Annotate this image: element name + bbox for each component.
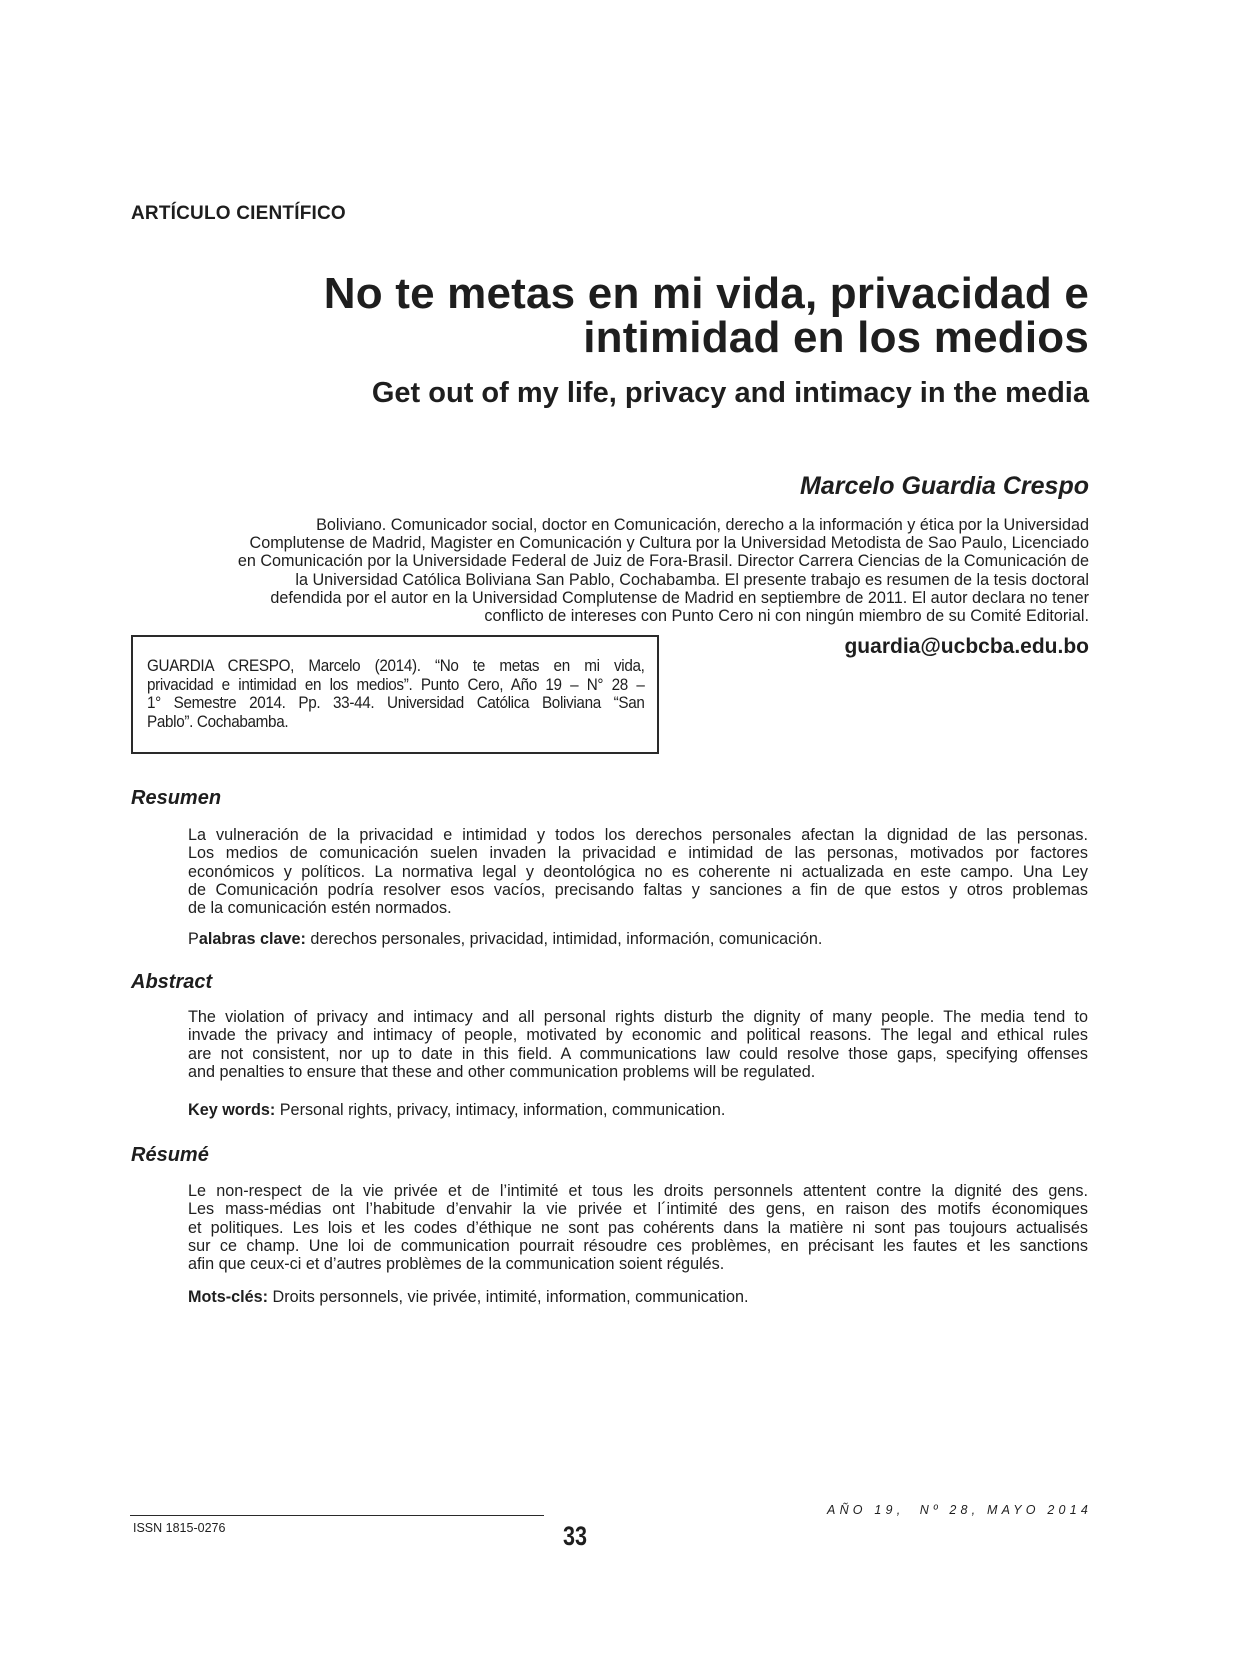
keywords-initial: P [188, 930, 199, 948]
footer-divider [130, 1515, 544, 1516]
citation-text [147, 657, 645, 731]
keywords-label: alabras clave: [198, 930, 306, 948]
article-subtitle: Get out of my life, privacy and intimacy in the media [371, 377, 1089, 409]
resumen-line: Los medios de comunicación suelen invaden la privacidad e intimidad de las personas, motivados por factores [188, 844, 1088, 863]
citation-line: Pablo”. Cochabamba. [147, 712, 289, 731]
citation-box [131, 635, 659, 754]
resumen-body [188, 826, 1088, 917]
author-bio [129, 516, 1089, 625]
resumen-line: económicos y políticos. La normativa legal y deontológica no es coherente ni actualizada en este campo. Una Ley [188, 862, 1088, 881]
resume-keywords [188, 1287, 749, 1307]
citation-line: GUARDIA CRESPO, Marcelo (2014). “No te metas en mi vida, [147, 657, 645, 675]
article-type-label: ARTÍCULO CIENTÍFICO [131, 203, 346, 224]
resume-line: sur ce champ. Une loi de communication pourrait résoudre ces problèmes, en précisant les fautes et les sanctions [188, 1236, 1088, 1255]
resumen-line: La vulneración de la privacidad e intimidad y todos los derechos personales afectan la dignidad de las personas. [188, 826, 1088, 844]
section-heading-resume: Résumé [131, 1144, 209, 1166]
author-bio-line: Boliviano. Comunicador social, doctor en Comunicación, derecho a la información y ética por la Universidad [316, 516, 1089, 534]
resume-line: Le non-respect de la vie privée et de l’intimité et tous les droits personnels attentent contre la dignité des gens. [188, 1182, 1088, 1200]
keywords-list: Personal rights, privacy, intimacy, information, communication. [275, 1101, 726, 1119]
abstract-line: The violation of privacy and intimacy and all personal rights disturb the dignity of many people. The media tend to [188, 1008, 1088, 1026]
section-heading-resumen: Resumen [131, 787, 222, 809]
article-title [189, 269, 1089, 362]
citation-line: privacidad e intimidad en los medios”. Punto Cero, Año 19 – N° 28 – [147, 675, 645, 694]
abstract-line: are not consistent, nor up to date in this field. A communications law could resolve those gaps, specifying offenses [188, 1044, 1088, 1063]
keywords-list: derechos personales, privacidad, intimidad, información, comunicación. [305, 930, 823, 948]
abstract-line: and penalties to ensure that these and other communication problems will be regulated. [188, 1062, 816, 1081]
author-bio-line: Complutense de Madrid, Magister en Comunicación y Cultura por la Universidad Metodista de Sao Paulo, Licenciado [249, 534, 1089, 553]
abstract-keywords [188, 1100, 725, 1120]
author-bio-line: defendida por el autor en la Universidad Complutense de Madrid en septiembre de 2011. El autor declara no tener [270, 588, 1089, 607]
abstract-line: invade the privacy and intimacy of people, motivated by economic and political reasons. The legal and ethical rules [188, 1026, 1088, 1045]
section-heading-abstract: Abstract [131, 971, 213, 993]
abstract-body [188, 1008, 1088, 1081]
author-email: guardia@ucbcba.edu.bo [844, 635, 1089, 658]
page-number: 33 [563, 1521, 588, 1551]
resumen-line: de la comunicación estén normados. [188, 899, 452, 918]
keywords-label: Mots-clés: [188, 1288, 269, 1306]
footer-issn: ISSN 1815-0276 [133, 1521, 226, 1535]
author-bio-line: conflicto de intereses con Punto Cero ni con ningún miembro de su Comité Editorial. [484, 607, 1089, 626]
keywords-list: Droits personnels, vie privée, intimité, information, communication. [268, 1288, 749, 1306]
author-name: Marcelo Guardia Crespo [800, 472, 1089, 500]
citation-line: 1° Semestre 2014. Pp. 33-44. Universidad Católica Boliviana “San [147, 694, 645, 712]
footer-issue: AÑO 19, Nº 28, MAYO 2014 [827, 1503, 1092, 1517]
author-bio-line: la Universidad Católica Boliviana San Pablo, Cochabamba. El presente trabajo es resumen de la tesis doctoral [295, 570, 1089, 589]
resume-line: Les mass-médias ont l’habitude d’envahir la vie privée et l´intimité des gens, en raison des motifs économiques [188, 1200, 1088, 1219]
article-title-line: intimidad en los medios [583, 313, 1089, 362]
resume-body [188, 1182, 1088, 1273]
resumen-keywords [188, 929, 822, 949]
resume-line: afin que ceux-ci et d’autres problèmes de la communication soient régulés. [188, 1255, 725, 1274]
keywords-label: Key words: [188, 1101, 276, 1119]
article-title-line: No te metas en mi vida, privacidad e [323, 269, 1089, 318]
resumen-line: de Comunicación podría resolver esos vacíos, precisando faltas y sanciones a fin de que estos y otros problemas [188, 880, 1088, 899]
author-bio-line: en Comunicación por la Universidade Federal de Juiz de Fora-Brasil. Director Carrera Ciencias de la Comunicación de [237, 552, 1089, 571]
resume-line: et politiques. Les lois et les codes d’éthique ne sont pas cohérents dans la matière ni sont pas toujours actualisés [188, 1218, 1088, 1237]
